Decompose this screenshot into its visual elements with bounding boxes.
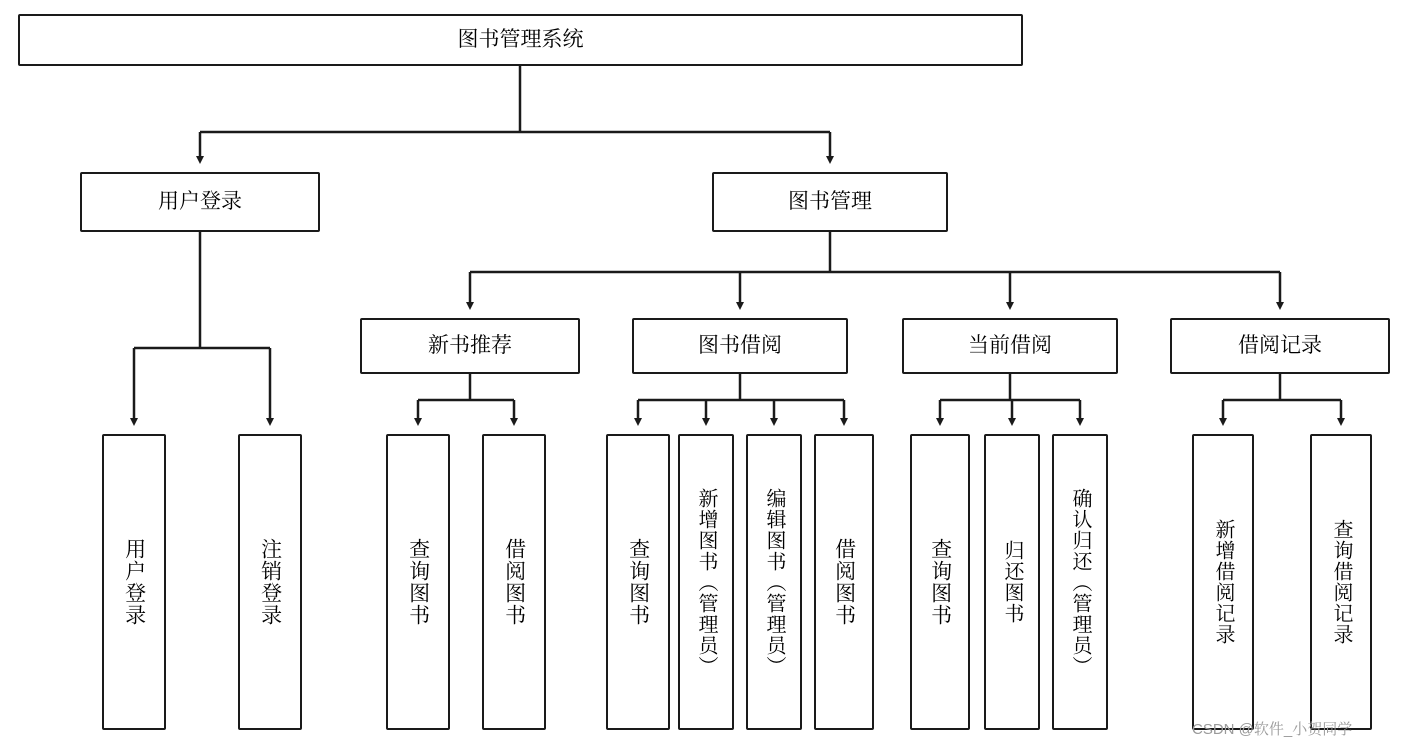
node-user-login[interactable]: 用户登录 [80, 172, 320, 232]
node-leaf-borrow-book-2[interactable]: 借阅图书 [814, 434, 874, 730]
node-leaf-edit-book[interactable]: 编辑图书（管理员） [746, 434, 802, 730]
node-borrow-record[interactable]: 借阅记录 [1170, 318, 1390, 374]
watermark-text: CSDN @软件_小贺同学 [1192, 721, 1353, 738]
node-leaf-query-record[interactable]: 查询借阅记录 [1310, 434, 1372, 730]
node-leaf-add-book[interactable]: 新增图书（管理员） [678, 434, 734, 730]
node-leaf-add-record[interactable]: 新增借阅记录 [1192, 434, 1254, 730]
node-book-management[interactable]: 图书管理 [712, 172, 948, 232]
node-leaf-borrow-book-1[interactable]: 借阅图书 [482, 434, 546, 730]
node-new-book-recommend[interactable]: 新书推荐 [360, 318, 580, 374]
node-book-borrow[interactable]: 图书借阅 [632, 318, 848, 374]
node-leaf-user-login[interactable]: 用户登录 [102, 434, 166, 730]
node-leaf-query-book-2[interactable]: 查询图书 [606, 434, 670, 730]
node-leaf-confirm-return[interactable]: 确认归还（管理员） [1052, 434, 1108, 730]
node-leaf-user-logout[interactable]: 注销登录 [238, 434, 302, 730]
node-root[interactable]: 图书管理系统 [18, 14, 1023, 66]
node-leaf-query-book-1[interactable]: 查询图书 [386, 434, 450, 730]
node-current-borrow[interactable]: 当前借阅 [902, 318, 1118, 374]
node-leaf-query-book-3[interactable]: 查询图书 [910, 434, 970, 730]
node-leaf-return-book[interactable]: 归还图书 [984, 434, 1040, 730]
